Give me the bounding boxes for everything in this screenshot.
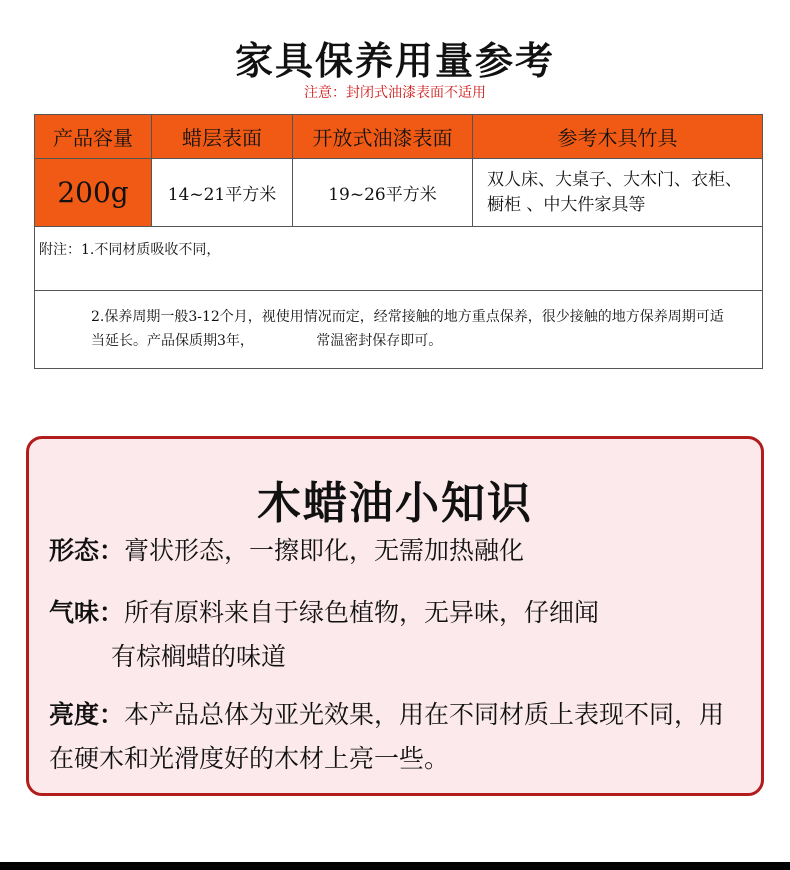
knowledge-item-form: [49, 529, 749, 573]
cell-wax-surface: 14~21平方米: [152, 159, 293, 227]
header-open-paint-surface: 开放式油漆表面: [293, 115, 473, 159]
knowledge-item-smell: [49, 591, 749, 679]
header-wax-surface: 蜡层表面: [152, 115, 293, 159]
cell-furniture: 双人床、大桌子、大木门、衣柜、橱柜 、中大件家具等: [473, 159, 763, 227]
table-note-row: [35, 227, 763, 291]
item-text-continued: 有棕榈蜡的味道: [111, 642, 287, 671]
usage-table: [34, 114, 763, 369]
header-furniture: 参考木具竹具: [473, 115, 763, 159]
bottom-bar: [0, 862, 790, 870]
knowledge-card: [26, 436, 764, 796]
cell-capacity: 200g: [35, 159, 152, 227]
table-header-row: [35, 115, 763, 159]
cell-open-paint-surface: 19~26平方米: [293, 159, 473, 227]
page-title: 家具保养用量参考: [234, 38, 555, 83]
item-text: 膏状形态，一擦即化，无需加热融化: [124, 536, 525, 565]
header-capacity: 产品容量: [35, 115, 152, 159]
item-label: 形态：: [49, 536, 125, 565]
item-label: 亮度：: [49, 700, 125, 729]
knowledge-item-gloss: [49, 693, 749, 781]
knowledge-title: 木蜡油小知识: [257, 478, 533, 529]
note-2: 2.保养周期一般3-12个月，视使用情况而定，经常接触的地方重点保养，很少接触的地方保养周期可适当延长。产品保质期3年， 常温密封保存即可。: [35, 291, 763, 369]
table-note-row: [35, 291, 763, 369]
item-text: 本产品总体为亚光效果，用在不同材质上表现不同，用在硬木和光滑度好的木材上亮一些。: [49, 700, 725, 773]
table-row: [35, 159, 763, 227]
item-label: 气味：: [49, 598, 125, 627]
item-text: 所有原料来自于绿色植物，无异味，仔细闻: [124, 598, 600, 627]
notice-text: 注意：封闭式油漆表面不适用: [304, 85, 486, 101]
note-1: 附注：1.不同材质吸收不同，: [35, 227, 763, 291]
